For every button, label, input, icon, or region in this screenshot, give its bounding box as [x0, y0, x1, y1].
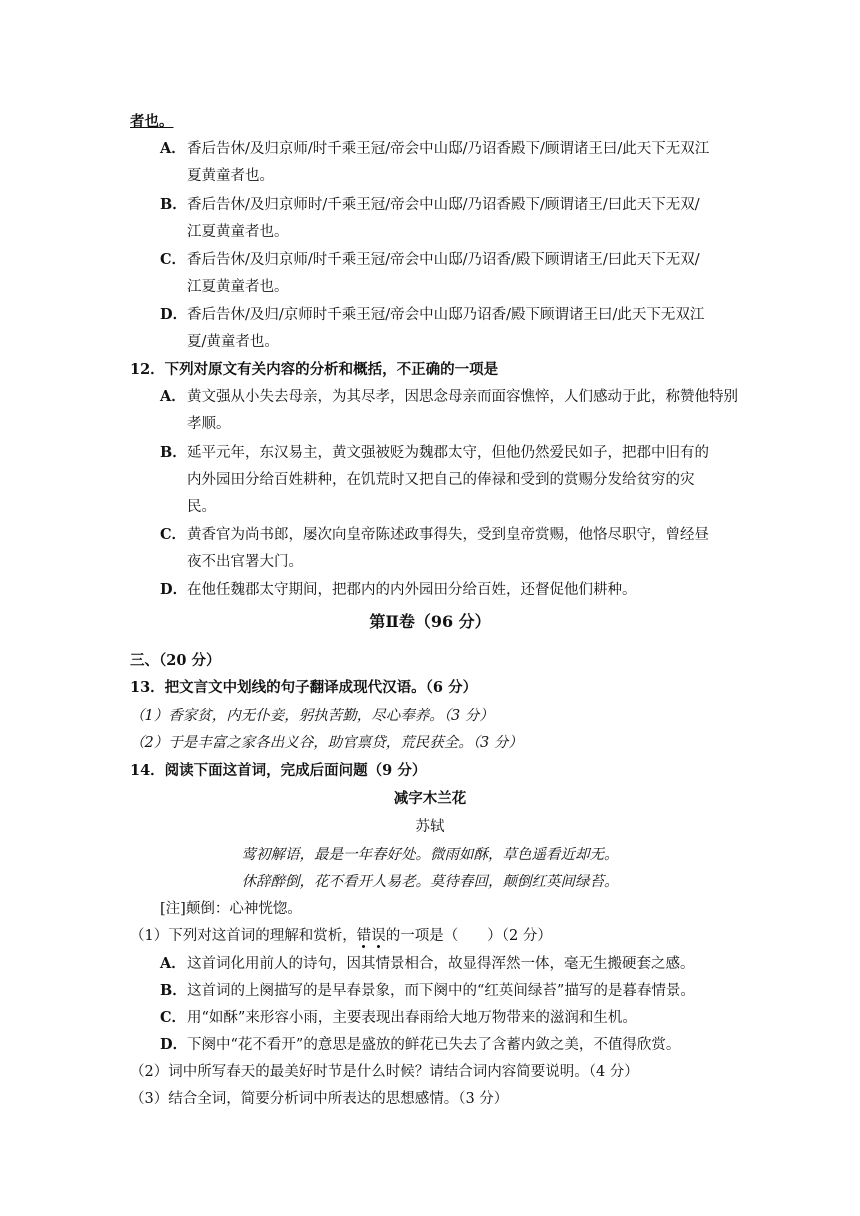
- option-label: A．: [160, 955, 186, 972]
- option-a: [160, 387, 738, 407]
- previous-page-tail: 者也。: [130, 113, 174, 130]
- option-text: 下阕中“花不看开”的意思是盛放的鲜花已失去了含蓄内敛之美，不值得欣赏。: [187, 1037, 681, 1053]
- option-label: B．: [160, 196, 187, 213]
- option-b: [160, 981, 695, 1001]
- option-label: C．: [160, 251, 187, 268]
- option-c-cont: 江夏黄童者也。: [187, 279, 289, 295]
- question-14-sub1: [130, 926, 552, 946]
- emphasis-char: 错: [356, 928, 372, 944]
- option-text: 这首词化用前人的诗句，因其情景相合，故显得浑然一体，毫无生搬硬套之感。: [187, 956, 695, 972]
- option-label: C．: [160, 526, 187, 543]
- option-text: 用“如酥”来形容小雨，主要表现出春雨给大地万物带来的滋润和生机。: [187, 1010, 637, 1026]
- option-a: [160, 954, 695, 974]
- option-c: [160, 250, 700, 270]
- option-label: C．: [160, 1009, 187, 1026]
- question-14-sub3: （3）结合全词，简要分析词中所表达的思想感情。（3 分）: [130, 1091, 509, 1107]
- option-label: A．: [160, 388, 186, 405]
- question-13-sub1: （1）香家贫，内无仆妾，躬执苦勤，尽心奉养。（3 分）: [130, 708, 494, 724]
- text-segment: （1）下列对这首词的理解和赏析，: [130, 928, 357, 944]
- option-text: 这首词的上阕描写的是早春景象，而下阕中的“红英间绿苔”描写的是暮春情景。: [187, 983, 695, 999]
- option-a-cont: 孝顺。: [187, 416, 231, 432]
- question-12-stem: 12．下列对原文有关内容的分析和概括，不正确的一项是: [130, 361, 499, 378]
- question-14-stem: 14．阅读下面这首词，完成后面问题（9 分）: [130, 762, 427, 779]
- option-text: 香后告休/及归京师/时千乘王冠/帝会中山邸/乃诏香殿下/顾谓诸王曰/此天下无双江: [187, 141, 710, 157]
- question-13-sub2: （2）于是丰富之家各出义谷，助官禀贷，荒民获全。（3 分）: [130, 735, 523, 751]
- section-title: 第Ⅱ卷（96 分）: [369, 612, 491, 631]
- option-text: 黄文强从小失去母亲，为其尽孝，因思念母亲而面容憔悴，人们感动于此，称赞他特别: [187, 389, 738, 405]
- option-c-cont: 夜不出官署大门。: [187, 554, 303, 570]
- option-b-cont: 民。: [187, 499, 216, 515]
- option-b-cont: 江夏黄童者也。: [187, 224, 289, 240]
- option-label: B．: [160, 982, 187, 999]
- poem-line-1: 莺初解语，最是一年春好处。微雨如酥，草色遥看近却无。: [241, 847, 619, 863]
- option-text: 延平元年，东汉易主，黄文强被贬为魏郡太守，但他仍然爱民如子，把郡中旧有的: [187, 445, 709, 461]
- poem-line-2: 休辞醉倒，花不看开人易老。莫待春回，颠倒红英间绿苔。: [241, 874, 619, 890]
- option-d-cont: 夏/黄童者也。: [187, 334, 279, 350]
- option-label: B．: [160, 444, 187, 461]
- option-label: D．: [160, 581, 188, 598]
- option-text: 香后告休/及归京师/时千乘王冠/帝会中山邸/乃诏香/殿下顾谓诸王/曰此天下无双/: [187, 252, 700, 268]
- poem-author: 苏轼: [415, 819, 445, 835]
- option-label: D．: [160, 306, 188, 323]
- option-a-cont: 夏黄童者也。: [187, 168, 274, 184]
- poem-title: 减字木兰花: [393, 790, 467, 807]
- option-c: [160, 525, 709, 545]
- option-text: 在他任魏郡太守期间，把郡内的内外园田分给百姓，还督促他们耕种。: [187, 582, 637, 598]
- option-d: [160, 305, 704, 325]
- option-text: 香后告休/及归/京师时千乘王冠/帝会中山邸乃诏香/殿下顾谓诸王曰/此天下无双江: [187, 307, 705, 323]
- option-a: [160, 139, 709, 159]
- emphasis-char: 误: [371, 928, 386, 944]
- option-d: [160, 1035, 680, 1055]
- option-b: [160, 443, 709, 463]
- option-text: 香后告休/及归京师时/千乘王冠/帝会中山邸/乃诏香殿下/顾谓诸王/曰此天下无双/: [187, 197, 700, 213]
- option-c: [160, 1008, 637, 1028]
- part-heading: 三、（20 分）: [130, 652, 221, 669]
- option-b: [160, 195, 700, 215]
- option-text: 黄香官为尚书郎，屡次向皇帝陈述政事得失，受到皇帝赏赐，他恪尽职守，曾经昼: [187, 527, 709, 543]
- option-label: A．: [160, 140, 186, 157]
- option-d: [160, 580, 637, 600]
- question-14-sub2: （2）词中所写春天的最美好时节是什么时候？请结合词内容简要说明。（4 分）: [130, 1064, 639, 1080]
- question-13-stem: 13．把文言文中划线的句子翻译成现代汉语。（6 分）: [130, 679, 478, 696]
- option-b-cont: 内外园田分给百姓耕种，在饥荒时又把自己的俸禄和受到的赏赐分发给贫穷的灾: [187, 472, 695, 488]
- text-segment: 的一项是（ ）（2 分）: [385, 928, 552, 944]
- option-label: D．: [160, 1036, 188, 1053]
- poem-note: [注]颠倒：心神恍惚。: [160, 901, 302, 917]
